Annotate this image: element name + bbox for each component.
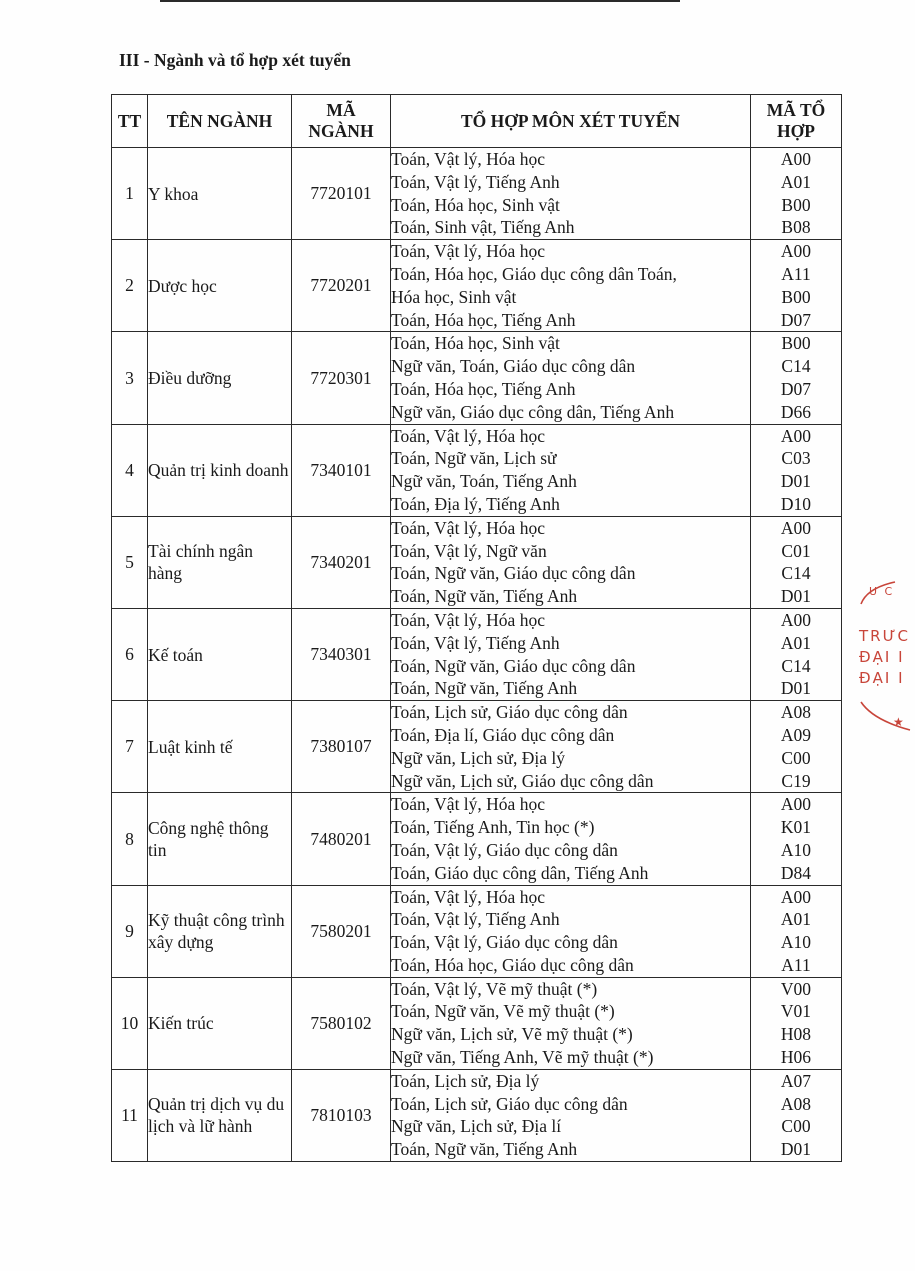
combination-codes-cell [751,148,842,240]
combination-code: V00 [780,978,812,999]
subject-combination: Toán, Ngữ văn, Tiếng Anh [391,678,578,699]
combination-code: A00 [780,425,812,446]
subject-combination: Hóa học, Sinh vật [391,286,517,307]
combination-code: B00 [781,333,811,354]
combination-code: D01 [780,678,812,699]
table-row [112,977,842,1069]
combination-code: D84 [780,862,812,883]
header-code-line1: MÃ [326,100,356,120]
combination-code: D07 [780,309,812,330]
major-name: Dược học [148,240,292,332]
major-code: 7480201 [292,793,391,885]
combination-codes-cell [751,701,842,793]
major-name: Y khoa [148,148,292,240]
combination-code: A01 [780,632,812,653]
subject-combination: Toán, Vật lý, Tiếng Anh [391,632,560,653]
subject-combination: Toán, Vật lý, Hóa học [391,886,545,907]
major-name: Tài chính ngân hàng [148,516,292,608]
subject-combination: Toán, Địa lý, Tiếng Anh [391,493,560,514]
combination-codes-cell [751,424,842,516]
subject-combination: Toán, Vật lý, Hóa học [391,517,545,538]
table-row [112,1069,842,1161]
subject-combination: Toán, Vật lý, Hóa học [391,149,545,169]
combination-code: D01 [780,471,812,492]
combination-codes-cell [751,608,842,700]
subject-combinations-cell [391,516,751,608]
combination-code: B00 [781,194,811,215]
table-row [112,240,842,332]
subject-combinations-cell [391,1069,751,1161]
combination-code: H06 [780,1047,812,1068]
subject-combination: Toán, Vật lý, Vẽ mỹ thuật (*) [391,978,598,999]
major-name: Quản trị kinh doanh [148,424,292,516]
subject-combination: Ngữ văn, Lịch sử, Vẽ mỹ thuật (*) [391,1024,633,1045]
row-number: 5 [112,516,148,608]
subject-combinations-cell [391,701,751,793]
stamp-line-1: U C [869,585,895,598]
subject-combinations-cell [391,885,751,977]
combination-code: A01 [780,171,812,192]
combination-code: A00 [780,241,812,262]
combination-code: D66 [780,401,812,422]
subject-combination: Toán, Lịch sử, Giáo dục công dân [391,1093,628,1114]
combination-codes-cell [751,793,842,885]
subject-combinations-cell [391,240,751,332]
combination-codes-cell [751,977,842,1069]
combination-code: V01 [780,1001,812,1022]
subject-combination: Toán, Ngữ văn, Vẽ mỹ thuật (*) [391,1001,615,1022]
stamp-line-2: TRƯC [859,627,910,645]
row-number: 8 [112,793,148,885]
subject-combination: Toán, Tiếng Anh, Tin học (*) [391,817,595,838]
subject-combination: Ngữ văn, Giáo dục công dân, Tiếng Anh [391,401,675,422]
subject-combinations-cell [391,332,751,424]
major-name: Công nghệ thông tin [148,793,292,885]
subject-combination: Ngữ văn, Lịch sử, Địa lý [391,747,566,768]
major-name: Điều dưỡng [148,332,292,424]
table-row [112,608,842,700]
combination-code: C14 [781,356,811,377]
table-row [112,424,842,516]
combination-code: D01 [780,586,812,607]
subject-combination: Toán, Vật lý, Giáo dục công dân [391,839,618,860]
subject-combination: Toán, Vật lý, Giáo dục công dân [391,932,618,953]
subject-combination: Toán, Vật lý, Hóa học [391,794,545,815]
major-code: 7720101 [292,148,391,240]
combination-code: A00 [780,149,812,169]
subject-combinations-cell [391,608,751,700]
major-code: 7720201 [292,240,391,332]
subject-combination: Toán, Vật lý, Ngữ văn [391,540,547,561]
subject-combination: Toán, Vật lý, Hóa học [391,609,545,630]
subject-combination: Toán, Ngữ văn, Giáo dục công dân [391,655,636,676]
header-code [292,95,391,148]
combination-code: C00 [781,747,811,768]
row-number: 11 [112,1069,148,1161]
subject-combination: Ngữ văn, Toán, Giáo dục công dân [391,356,636,377]
combination-code: A01 [780,909,812,930]
combination-code: A00 [780,517,812,538]
combination-code: A00 [780,794,812,815]
combination-code: A08 [780,1093,812,1114]
header-code-line2: NGÀNH [308,121,374,141]
combination-code: A00 [780,609,812,630]
combination-codes-cell [751,240,842,332]
combination-codes-cell [751,332,842,424]
subject-combination: Toán, Hóa học, Tiếng Anh [391,309,576,330]
combination-code: C19 [781,770,811,791]
subject-combination: Ngữ văn, Toán, Tiếng Anh [391,471,577,492]
section-title: III - Ngành và tổ hợp xét tuyển [119,50,351,70]
subject-combination: Toán, Lịch sử, Giáo dục công dân [391,702,628,723]
stamp-star-icon: ★ [893,715,906,729]
stamp-line-3: ĐẠI I [859,648,905,666]
table-row [112,332,842,424]
header-combo-line1: MÃ TỔ [766,100,826,120]
subject-combination: Toán, Vật lý, Hóa học [391,425,545,446]
subject-combination: Toán, Hóa học, Sinh vật [391,333,560,354]
subject-combinations-cell [391,977,751,1069]
major-name: Kiến trúc [148,977,292,1069]
major-name: Quản trị dịch vụ du lịch và lữ hành [148,1069,292,1161]
table-row [112,148,842,240]
row-number: 1 [112,148,148,240]
subject-combinations-cell [391,424,751,516]
subject-combination: Toán, Hóa học, Tiếng Anh [391,378,576,399]
header-name: TÊN NGÀNH [148,95,292,148]
combination-codes-cell [751,885,842,977]
combination-code: C01 [781,540,811,561]
combination-code: K01 [780,817,812,838]
subject-combination: Toán, Ngữ văn, Tiếng Anh [391,1139,578,1160]
subject-combination: Toán, Ngữ văn, Lịch sử [391,448,557,469]
page-top-rule [160,0,680,2]
subject-combination: Toán, Hóa học, Sinh vật [391,194,560,215]
row-number: 4 [112,424,148,516]
combination-code: C14 [781,655,811,676]
subject-combination: Toán, Hóa học, Giáo dục công dân Toán, [391,263,677,284]
row-number: 9 [112,885,148,977]
red-seal-stamp [855,580,915,740]
row-number: 6 [112,608,148,700]
table-header-row [112,95,842,148]
major-code: 7340101 [292,424,391,516]
major-code: 7340201 [292,516,391,608]
major-code: 7380107 [292,701,391,793]
subject-combination: Toán, Lịch sử, Địa lý [391,1070,540,1091]
major-code: 7810103 [292,1069,391,1161]
row-number: 3 [112,332,148,424]
table-row [112,701,842,793]
combination-code: B08 [781,217,811,238]
major-code: 7580102 [292,977,391,1069]
header-combo-line2: HỢP [777,121,815,141]
major-code: 7580201 [292,885,391,977]
combination-code: A07 [780,1070,812,1091]
subject-combination: Toán, Giáo dục công dân, Tiếng Anh [391,862,649,883]
table-body [112,148,842,1162]
combination-codes-cell [751,516,842,608]
row-number: 10 [112,977,148,1069]
row-number: 7 [112,701,148,793]
stamp-line-4: ĐẠI I [859,669,905,687]
table-row [112,793,842,885]
combination-code: A11 [781,954,811,975]
combination-code: D01 [780,1139,812,1160]
header-combo [751,95,842,148]
table-row [112,516,842,608]
subject-combination: Toán, Ngữ văn, Giáo dục công dân [391,563,636,584]
combination-code: C14 [781,563,811,584]
combination-code: C00 [781,1116,811,1137]
combination-code: D07 [780,378,812,399]
row-number: 2 [112,240,148,332]
subject-combinations-cell [391,793,751,885]
admissions-table [111,94,842,1162]
combination-code: A11 [781,263,811,284]
subject-combination: Toán, Sinh vật, Tiếng Anh [391,217,575,238]
subject-combination: Ngữ văn, Lịch sử, Giáo dục công dân [391,770,654,791]
combination-code: B00 [781,286,811,307]
subject-combination: Toán, Địa lí, Giáo dục công dân [391,724,615,745]
major-code: 7720301 [292,332,391,424]
major-code: 7340301 [292,608,391,700]
subject-combination: Ngữ văn, Lịch sử, Địa lí [391,1116,562,1137]
subject-combination: Ngữ văn, Tiếng Anh, Vẽ mỹ thuật (*) [391,1047,654,1068]
combination-code: D10 [780,493,812,514]
major-name: Luật kinh tế [148,701,292,793]
subject-combination: Toán, Vật lý, Hóa học [391,241,545,262]
subject-combination: Toán, Ngữ văn, Tiếng Anh [391,586,578,607]
header-tt: TT [112,95,148,148]
combination-codes-cell [751,1069,842,1161]
combination-code: A09 [780,724,812,745]
subject-combination: Toán, Vật lý, Tiếng Anh [391,171,560,192]
major-name: Kỹ thuật công trình xây dựng [148,885,292,977]
combination-code: A00 [780,886,812,907]
header-subjects: TỔ HỢP MÔN XÉT TUYỂN [391,95,751,148]
major-name: Kế toán [148,608,292,700]
subject-combination: Toán, Hóa học, Giáo dục công dân [391,954,634,975]
subject-combinations-cell [391,148,751,240]
combination-code: H08 [780,1024,812,1045]
combination-code: A08 [780,702,812,723]
combination-code: C03 [781,448,811,469]
combination-code: A10 [780,839,812,860]
table-row [112,885,842,977]
subject-combination: Toán, Vật lý, Tiếng Anh [391,909,560,930]
combination-code: A10 [780,932,812,953]
